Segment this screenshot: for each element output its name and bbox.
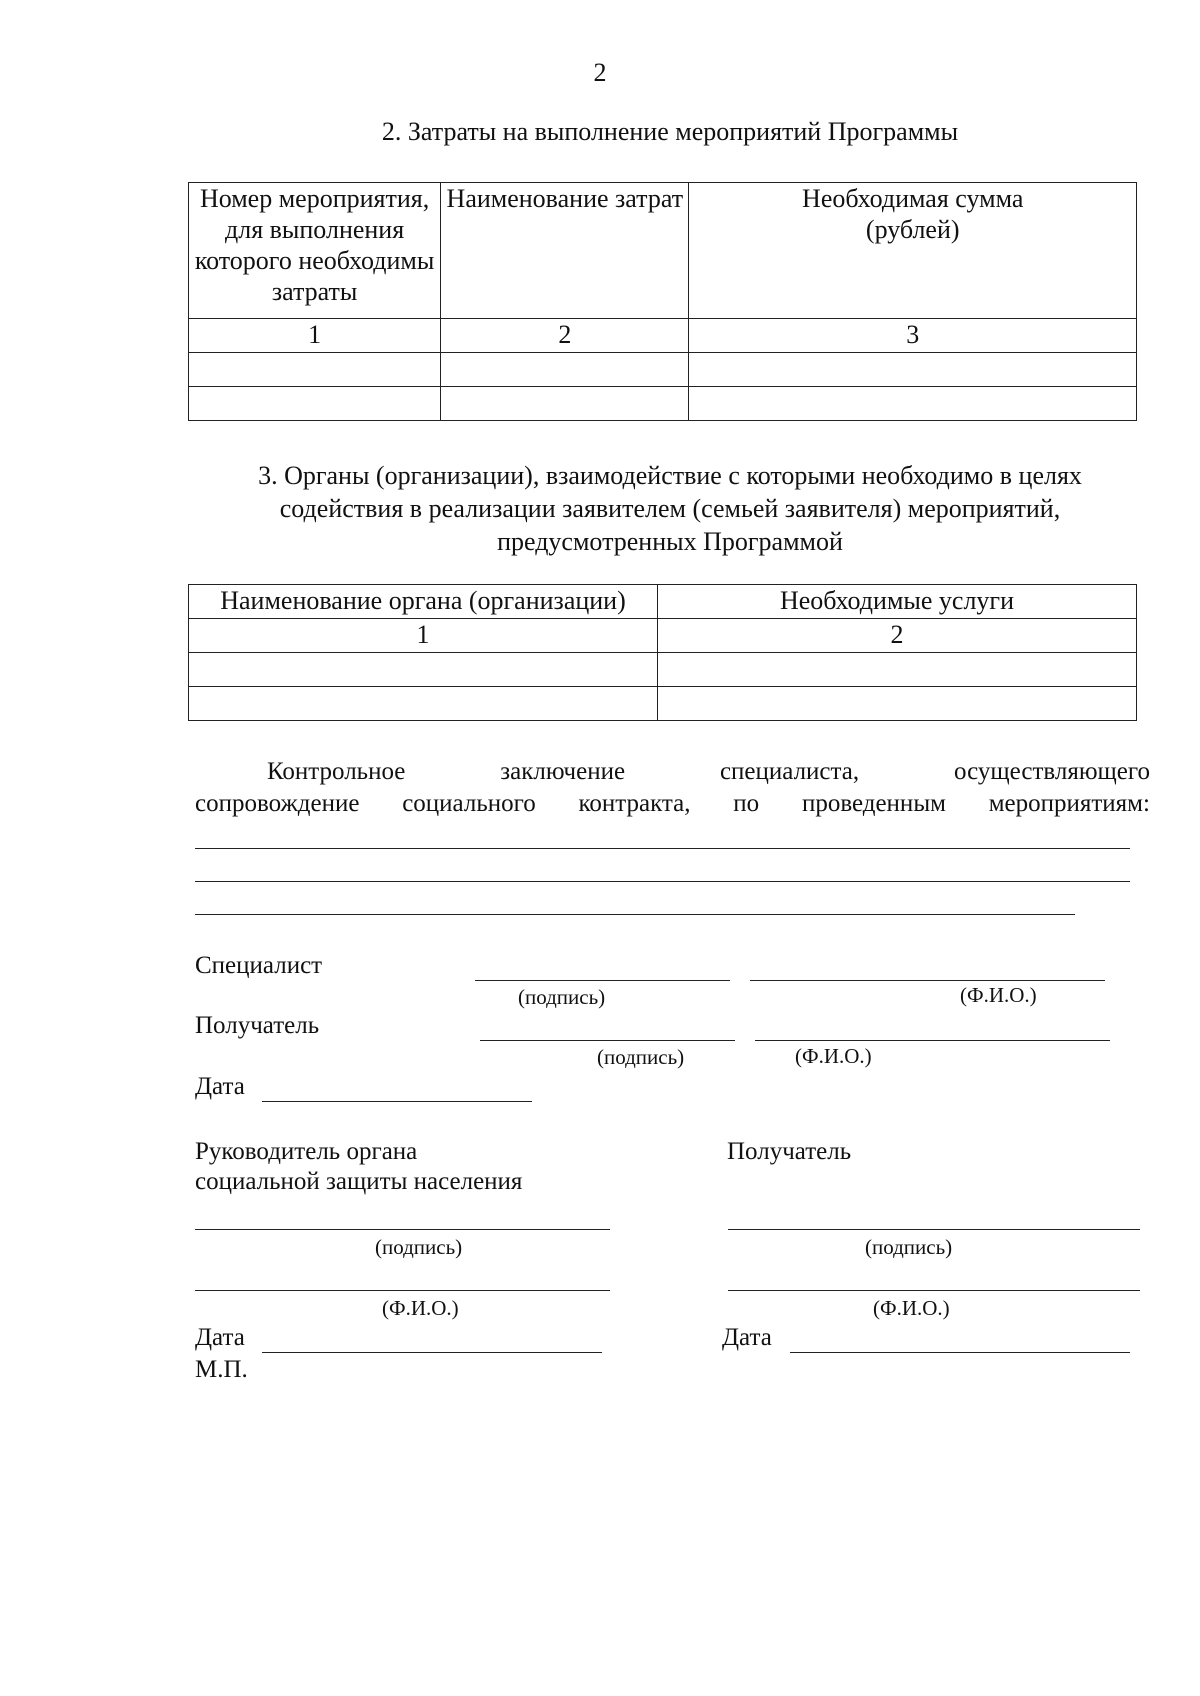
section-3-title-line: 3. Органы (организации), взаимодействие с которыми необходимо в целях <box>258 461 1082 490</box>
signature-caption: (подпись) <box>597 1045 685 1069</box>
page-number: 2 <box>593 58 607 87</box>
signature-caption: (подпись) <box>375 1235 463 1259</box>
table-row <box>189 319 1137 353</box>
specialist-conclusion-text <box>195 756 1150 820</box>
table-header-row <box>189 585 1137 619</box>
column-number-cell: 1 <box>189 619 658 653</box>
section-3-title <box>180 459 1160 558</box>
specialist-label: Специалист <box>195 952 323 979</box>
table-row <box>189 653 1137 687</box>
table-row <box>189 353 1137 387</box>
date-label: Дата <box>195 1073 245 1100</box>
fio-caption: (Ф.И.О.) <box>873 1296 950 1320</box>
authority-date-line[interactable] <box>262 1352 602 1353</box>
recipient-fio-line[interactable] <box>755 1040 1110 1041</box>
signature-caption: (подпись) <box>865 1235 953 1259</box>
authority-signature-line[interactable] <box>195 1229 610 1230</box>
header-cell-event-number: Номер мероприятия, для выполнения которого необходимы затраты <box>189 183 441 319</box>
empty-cell[interactable] <box>189 653 658 687</box>
section-2-title: 2. Затраты на выполнение мероприятий Программы <box>381 117 959 146</box>
table-row <box>189 687 1137 721</box>
empty-cell[interactable] <box>689 353 1137 387</box>
column-number-cell: 2 <box>658 619 1137 653</box>
header-cell-required-services: Необходимые услуги <box>658 585 1137 619</box>
authority-head-title: Руководитель органа социальной защиты населения <box>195 1138 523 1195</box>
header-cell-required-sum: Необходимая сумма (рублей) <box>689 183 1137 319</box>
section-3-title-line: предусмотренных Программой <box>497 527 843 556</box>
table-header-row <box>189 183 1137 319</box>
seal-label: М.П. <box>195 1356 248 1383</box>
table-row <box>189 387 1137 421</box>
recipient-bottom-fio-line[interactable] <box>728 1290 1140 1291</box>
recipient-bottom-signature-line[interactable] <box>728 1229 1140 1230</box>
header-cell-cost-name: Наименование затрат <box>441 183 689 319</box>
empty-cell[interactable] <box>441 353 689 387</box>
recipient-signature-line[interactable] <box>480 1040 735 1041</box>
costs-table <box>188 182 1137 421</box>
fio-caption: (Ф.И.О.) <box>960 983 1037 1007</box>
table-row <box>189 619 1137 653</box>
conclusion-blank-line[interactable] <box>195 848 1130 849</box>
empty-cell[interactable] <box>689 387 1137 421</box>
section-3-title-line: содействия в реализации заявителем (семьей заявителя) мероприятий, <box>279 494 1061 523</box>
header-cell-organization-name: Наименование органа (организации) <box>189 585 658 619</box>
column-number-cell: 1 <box>189 319 441 353</box>
empty-cell[interactable] <box>189 387 441 421</box>
fio-caption: (Ф.И.О.) <box>382 1296 459 1320</box>
column-number-cell: 2 <box>441 319 689 353</box>
column-number-cell: 3 <box>689 319 1137 353</box>
empty-cell[interactable] <box>189 687 658 721</box>
specialist-fio-line[interactable] <box>750 980 1105 981</box>
authority-fio-line[interactable] <box>195 1290 610 1291</box>
conclusion-line-2: сопровождение социального контракта, по проведенным мероприятиям: <box>195 790 1150 817</box>
conclusion-blank-line[interactable] <box>195 914 1075 915</box>
recipient-label: Получатель <box>195 1012 320 1039</box>
fio-caption: (Ф.И.О.) <box>795 1044 872 1068</box>
recipient-date-line[interactable] <box>790 1352 1130 1353</box>
signature-caption: (подпись) <box>518 985 606 1009</box>
conclusion-line-1: Контрольное заключение специалиста, осуществляющего <box>267 758 1150 785</box>
empty-cell[interactable] <box>658 653 1137 687</box>
conclusion-blank-line[interactable] <box>195 881 1130 882</box>
organizations-table <box>188 584 1137 721</box>
authority-date-label: Дата <box>195 1324 245 1351</box>
recipient-title: Получатель <box>727 1138 852 1165</box>
empty-cell[interactable] <box>189 353 441 387</box>
empty-cell[interactable] <box>441 387 689 421</box>
specialist-signature-line[interactable] <box>475 980 730 981</box>
date-line[interactable] <box>262 1101 532 1102</box>
recipient-date-label: Дата <box>722 1324 772 1351</box>
empty-cell[interactable] <box>658 687 1137 721</box>
